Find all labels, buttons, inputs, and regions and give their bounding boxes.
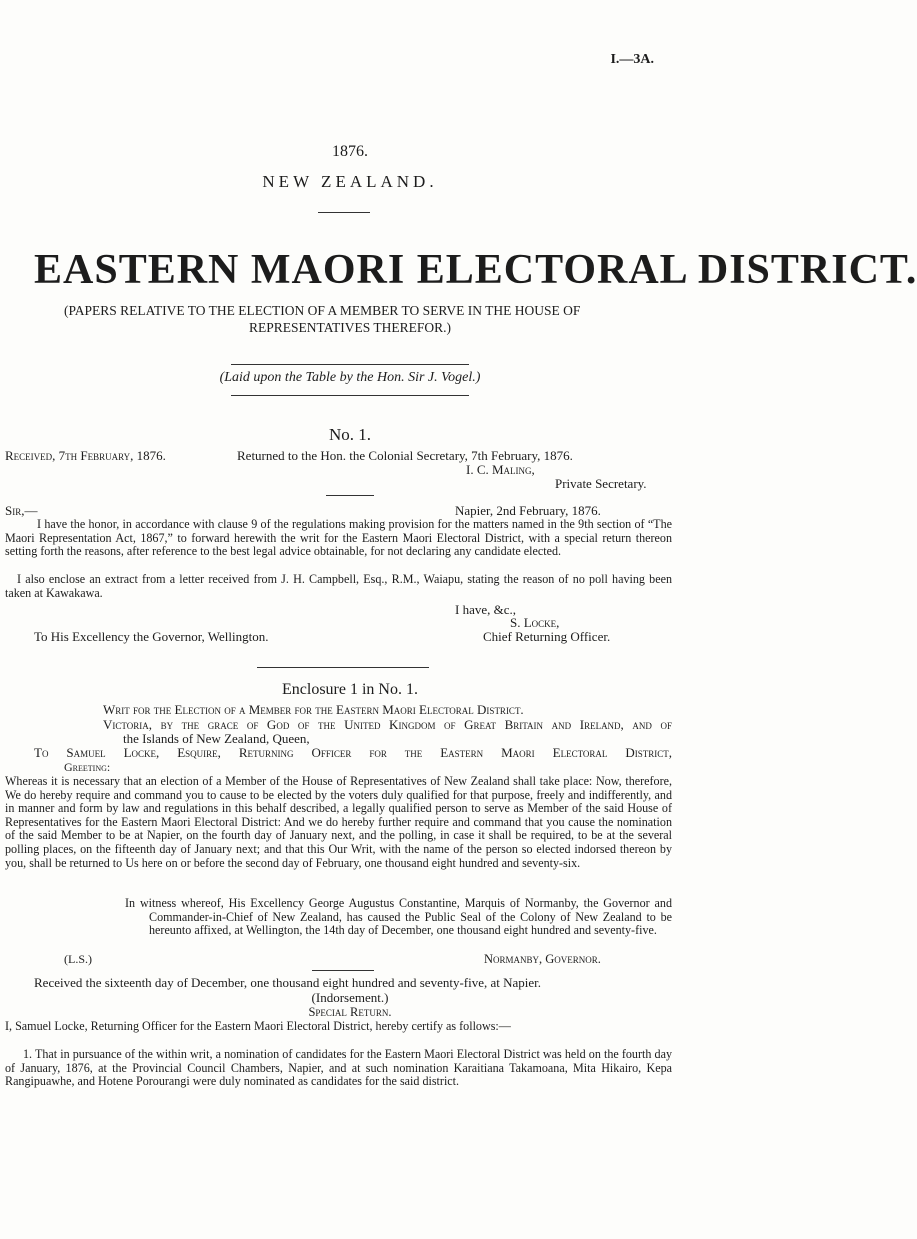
divider — [257, 667, 429, 668]
greeting: Greeting: — [64, 760, 111, 774]
writ-body: Whereas it is necessary that an election of a Member of the House of Representatives of New Zealand shall take place: Now, therefore, We do hereby require and command you to cause to be elected by the voters duly qualified for that purpose, freely and indifferently, and in manner and form by law and regulations in this behalf described, a legally qualified person to serve as Member of the said House of Representatives for the Eastern Maori Electoral District: And we do hereby further require and command that you cause the nomination of the said Member to be at Napier, on the fourth day of January next, and the polling, in case it shall be required, to be at the several polling places, on the fifteenth day of January next; and that this Our Writ, with the name of the person so elected indorsed thereon by you, shall be returned to Us here on or before the second day of February, one thousand eight hundred and seventy-six. — [5, 774, 672, 870]
divider — [326, 495, 374, 496]
received-line: Received the sixteenth day of December, one thousand eight hundred and seventy-five, at Napier. — [34, 975, 542, 990]
victoria-line-2: the Islands of New Zealand, Queen, — [123, 731, 310, 746]
subtitle-line-2: REPRESENTATIVES THEREFOR.) — [249, 320, 451, 335]
letter-place-date: Napier, 2nd February, 1876. — [455, 503, 601, 518]
special-return-heading: Special Return. — [308, 1005, 392, 1019]
letter-paragraph-2: I also enclose an extract from a letter received from J. H. Campbell, Esq., R.M., Waiapu, stating the reason of no poll having been taken at Kawakawa. — [5, 572, 672, 600]
writ-addressee: To Samuel Locke, Esquire, Returning Officer for the Eastern Maori Electoral District, — [34, 745, 672, 760]
return-item-1: 1. That in pursuance of the within writ, a nomination of candidates for the Eastern Maori Electoral District was held on the fourth day of January, 1876, at the Provincial Council Chambers, Napier, and at such nomination Karaitiana Takamoana, Mita Hikairo, Kepa Rangipuawhe, and Hotene Porourangi were duly nominated as candidates for the said district. — [5, 1047, 672, 1089]
governor-signature: Normanby, Governor. — [484, 952, 601, 966]
letter-sender-title: Chief Returning Officer. — [483, 629, 611, 644]
divider — [231, 364, 469, 365]
victoria-line-1: Victoria, by the grace of God of the United Kingdom of Great Britain and Ireland, and of — [103, 717, 672, 732]
main-title: EASTERN MAORI ELECTORAL DISTRICT. — [34, 247, 917, 293]
country-heading: NEW ZEALAND. — [262, 172, 438, 191]
received-date: Received, 7th February, 1876. — [5, 448, 166, 463]
returned-note: Returned to the Hon. the Colonial Secretary, 7th February, 1876. — [237, 448, 573, 463]
divider — [312, 970, 374, 971]
letter-paragraph-1: I have the honor, in accordance with clause 9 of the regulations making provision for the matters named in the 9th section of “The Maori Representation Act, 1867,” to forward herewith the writ for the Eastern Maori Electoral District, with a special return thereon setting forth the reasons, after reference to the best legal advice obtainable, for not declaring any candidate elected. — [5, 517, 672, 559]
writ-title: Writ for the Election of a Member for the Eastern Maori Electoral District. — [103, 702, 524, 717]
subtitle-line-1: (PAPERS RELATIVE TO THE ELECTION OF A MEMBER TO SERVE IN THE HOUSE OF — [64, 303, 581, 318]
witness-clause: In witness whereof, His Excellency George Augustus Constantine, Marquis of Normanby, the Governor and Commander-in-Chief of New Zealand, has caused the Public Seal of the Colony of New Zealand to be hereunto affixed, at Wellington, the 14th day of December, one thousand eight hundred and seventy-five. — [125, 896, 672, 938]
private-secretary-name: I. C. Maling, — [466, 462, 535, 477]
letter-addressee: To His Excellency the Governor, Wellington. — [34, 629, 269, 644]
year: 1876. — [332, 143, 368, 160]
private-secretary-title: Private Secretary. — [555, 476, 647, 491]
letter-closing: I have, &c., — [455, 602, 517, 617]
enclosure-heading: Enclosure 1 in No. 1. — [282, 681, 418, 698]
laid-upon-table: (Laid upon the Table by the Hon. Sir J. Vogel.) — [219, 370, 481, 385]
divider — [318, 212, 370, 213]
indorsement-heading: (Indorsement.) — [311, 990, 389, 1005]
page-reference: I.—3A. — [610, 52, 654, 67]
letter-sender: S. Locke, — [510, 615, 560, 630]
document-number: No. 1. — [328, 425, 372, 444]
seal-mark: (L.S.) — [64, 952, 92, 966]
certification: I, Samuel Locke, Returning Officer for the Eastern Maori Electoral District, hereby certify as follows:— — [5, 1019, 511, 1033]
salutation: Sir,— — [5, 503, 38, 518]
divider — [231, 395, 469, 396]
